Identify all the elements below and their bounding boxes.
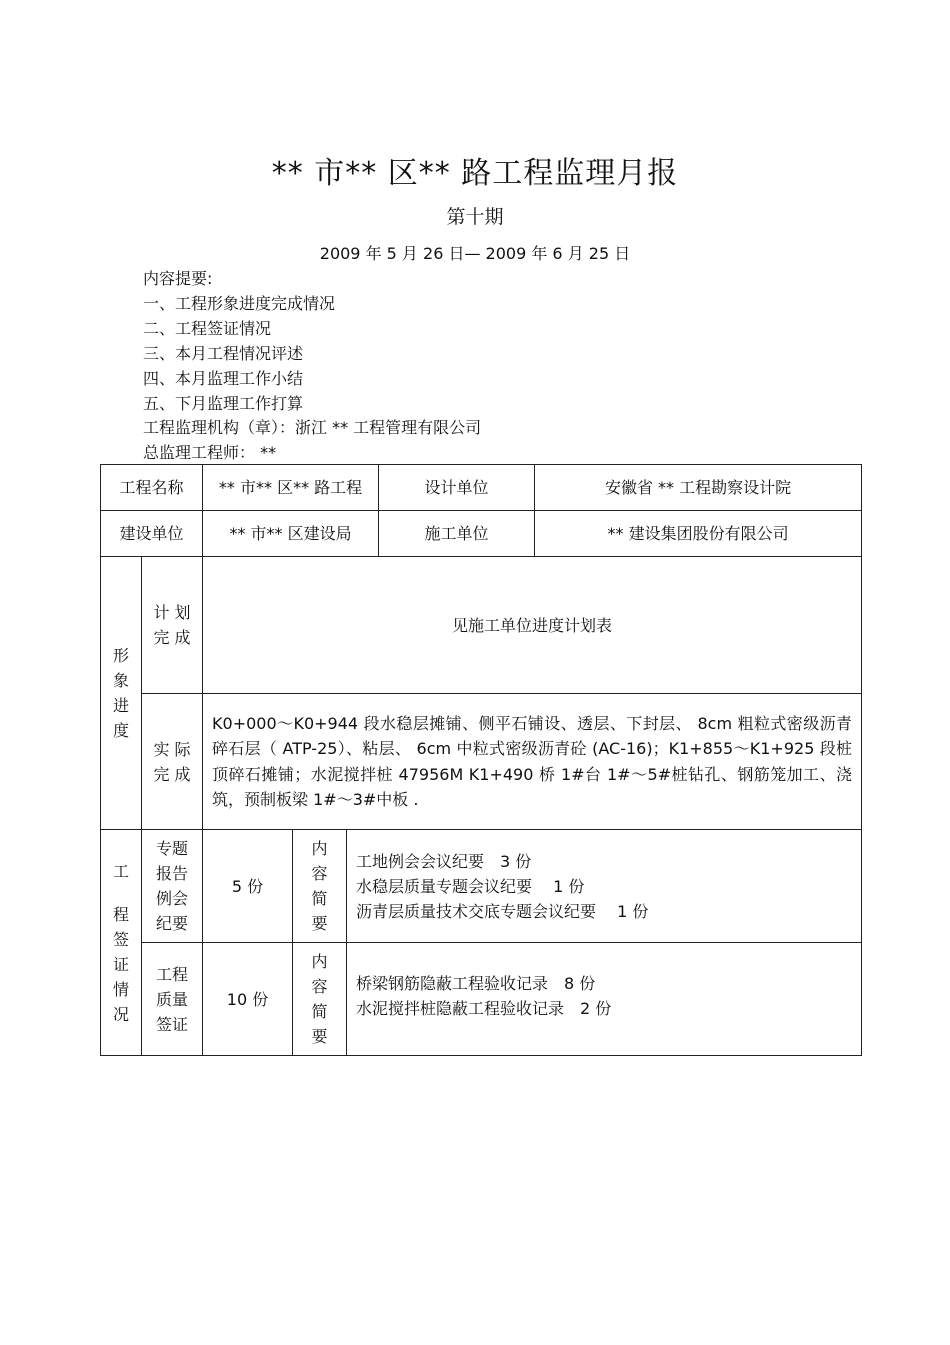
summary-item: 一、工程形象进度完成情况 [143, 294, 336, 313]
list-item: 桥梁钢筋隐蔽工程验收记录 8 份 [356, 974, 596, 993]
table-row [101, 511, 862, 557]
summary-item: 三、本月工程情况评述 [143, 344, 304, 363]
table-row [101, 943, 862, 1056]
table-row [101, 830, 862, 943]
meeting-content-label: 内 容 简 要 [293, 830, 347, 943]
progress-label: 形 象 进 度 [101, 557, 142, 830]
summary-item: 五、下月监理工作打算 [143, 394, 304, 413]
report-table [100, 464, 862, 1056]
summary-item: 二、工程签证情况 [143, 319, 272, 338]
list-item: 沥青层质量技术交底专题会议纪要 1 份 [356, 901, 649, 921]
table-row [101, 465, 862, 511]
table-row [101, 557, 862, 694]
table-row [101, 694, 862, 830]
owner-label: 建设单位 [101, 511, 203, 557]
actual-value: K0+000～K0+944 段水稳层摊铺、侧平石铺设、透层、下封层、 8cm 粗粒式密级沥青碎石层（ ATP-25）、粘层、 6cm 中粒式密级沥青砼 (AC-16)；K1+855～K1+925 段桩顶碎石摊铺；水泥搅拌桩 47956M K1+490 桥 1#台 1#～5#桩钻孔、钢筋笼加工、浇筑，预制板梁 1#～3#中板 . [203, 694, 862, 830]
contractor-label: 施工单位 [379, 511, 535, 557]
visa-label: 工 程 签 证 情 况 [101, 830, 142, 1056]
project-name-value: ** 市** 区** 路工程 [203, 465, 379, 511]
report-period: 2009 年 5 月 26 日— 2009 年 6 月 25 日 [319, 244, 631, 263]
summary-label: 内容提要: [143, 269, 213, 288]
meeting-content [347, 830, 862, 943]
summary-item: 四、本月监理工作小结 [143, 369, 304, 388]
report-title: ** 市** 区** 路工程监理月报 [271, 156, 679, 191]
design-unit-value: 安徽省 ** 工程勘察设计院 [535, 465, 862, 511]
list-item: 水泥搅拌桩隐蔽工程验收记录 2 份 [356, 999, 612, 1018]
quality-content-label: 内 容 简 要 [293, 943, 347, 1056]
issue-number: 第十期 [446, 206, 504, 228]
actual-label: 实 际 完 成 [142, 694, 203, 830]
list-item: 水稳层质量专题会议纪要 1 份 [356, 876, 585, 896]
quality-content [347, 943, 862, 1056]
list-item: 工地例会会议纪要 3 份 [356, 851, 532, 871]
plan-value: 见施工单位进度计划表 [203, 557, 862, 694]
quality-count: 10 份 [203, 943, 293, 1056]
meeting-label: 专题 报告 例会 纪要 [142, 830, 203, 943]
contractor-value: ** 建设集团股份有限公司 [535, 511, 862, 557]
project-name-label: 工程名称 [101, 465, 203, 511]
plan-label: 计 划 完 成 [142, 557, 203, 694]
design-unit-label: 设计单位 [379, 465, 535, 511]
chief-engineer: 总监理工程师： ** [143, 443, 277, 462]
owner-value: ** 市** 区建设局 [203, 511, 379, 557]
quality-label: 工程 质量 签证 [142, 943, 203, 1056]
meeting-count: 5 份 [203, 830, 293, 943]
supervision-org: 工程监理机构（章）：浙江 ** 工程管理有限公司 [143, 418, 482, 437]
